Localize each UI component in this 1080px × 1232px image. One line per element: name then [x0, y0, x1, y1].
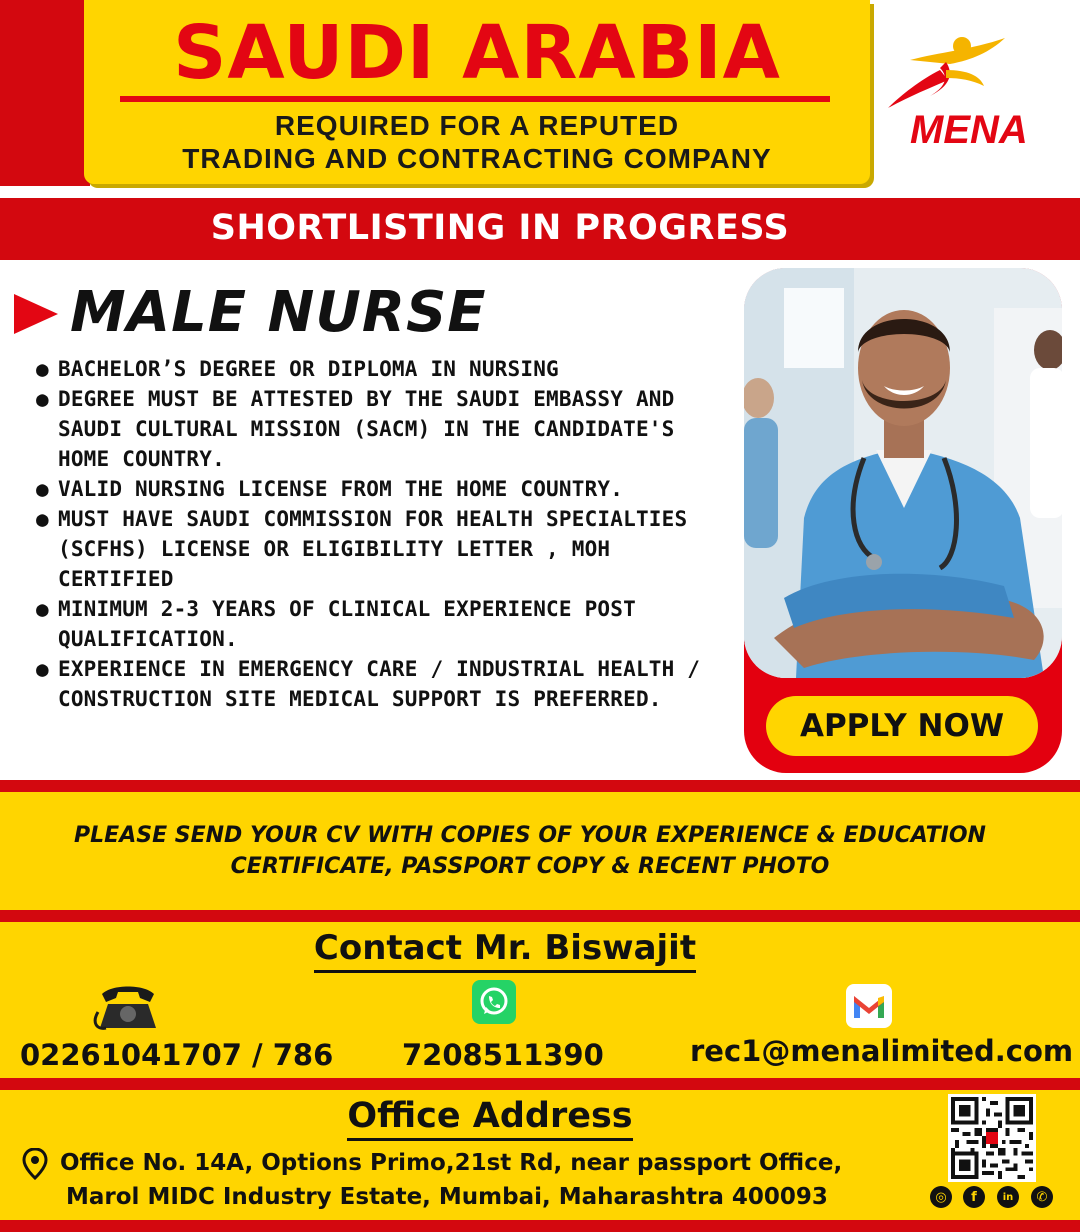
requirement-item — [36, 474, 736, 504]
requirement-line: VALID NURSING LICENSE FROM THE HOME COUNTRY. — [58, 477, 624, 501]
linkedin-icon[interactable]: in — [997, 1186, 1019, 1208]
cv-line-1: PLEASE SEND YOUR CV WITH COPIES OF YOUR EXPERIENCE & EDUCATION — [74, 823, 986, 848]
logo-text: MENA — [910, 108, 1028, 152]
bullet-icon: ● — [36, 387, 49, 411]
requirement-line: BACHELOR’S DEGREE OR DIPLOMA IN NURSING — [58, 357, 559, 381]
play-arrow-icon — [14, 294, 58, 334]
header-panel — [84, 0, 870, 184]
mena-logo — [880, 30, 1060, 160]
qr-code[interactable] — [948, 1094, 1036, 1182]
nurse-photo — [744, 268, 1062, 678]
phone-number[interactable]: 02261041707 / 786 — [20, 1038, 334, 1072]
cv-instruction-panel — [0, 792, 1080, 910]
qr-code-icon — [951, 1097, 1033, 1179]
nurse-illustration — [744, 268, 1062, 678]
cv-line-2: CERTIFICATE, PASSPORT COPY & RECENT PHOTO — [230, 854, 830, 879]
country-title: SAUDI ARABIA — [173, 10, 781, 96]
gmail-icon — [846, 984, 892, 1028]
cv-instruction-text — [0, 820, 1060, 882]
requirement-line: MUST HAVE SAUDI COMMISSION FOR HEALTH SPECIALTIES — [58, 507, 688, 531]
address-line-1: Office No. 14A, Options Primo,21st Rd, near passport Office, — [60, 1150, 843, 1176]
shortlisting-text: SHORTLISTING IN PROGRESS — [210, 208, 790, 248]
divider-band — [0, 1078, 1080, 1090]
requirement-item — [36, 384, 736, 474]
photo-card — [744, 268, 1062, 773]
requirement-line: QUALIFICATION. — [58, 627, 238, 651]
requirement-line: HOME COUNTRY. — [58, 447, 225, 471]
telephone-icon — [92, 982, 164, 1032]
contact-title — [0, 928, 1010, 968]
email-address[interactable]: rec1@menalimited.com — [690, 1034, 1074, 1068]
bullet-icon: ● — [36, 477, 49, 501]
bullet-icon: ● — [36, 657, 49, 681]
requirement-item — [36, 594, 736, 654]
office-panel — [0, 1090, 1080, 1220]
bullet-icon: ● — [36, 597, 49, 621]
requirement-line: DEGREE MUST BE ATTESTED BY THE SAUDI EMBASSY AND — [58, 387, 675, 411]
location-pin-icon — [22, 1148, 48, 1180]
divider-band — [0, 780, 1080, 792]
shortlisting-banner — [0, 198, 1080, 260]
requirements-list — [36, 354, 736, 714]
requirement-line: EXPERIENCE IN EMERGENCY CARE / INDUSTRIAL HEALTH / — [58, 657, 701, 681]
requirement-line: MINIMUM 2-3 YEARS OF CLINICAL EXPERIENCE POST — [58, 597, 636, 621]
whatsapp-icon — [472, 980, 516, 1024]
runner-logo-icon — [880, 30, 1060, 110]
requirement-item — [36, 654, 736, 714]
apply-now-button[interactable]: APPLY NOW — [766, 696, 1038, 756]
bullet-icon: ● — [36, 507, 49, 531]
job-title: MALE NURSE — [70, 280, 487, 345]
address-line-2: Marol MIDC Industry Estate, Mumbai, Maharashtra 400093 — [66, 1184, 828, 1210]
contact-title-text: Contact Mr. Biswajit — [314, 928, 696, 973]
subtitle-line-2: TRADING AND CONTRACTING COMPANY — [182, 143, 772, 174]
subtitle-line-1: REQUIRED FOR A REPUTED — [274, 110, 680, 141]
header-red-edge — [0, 0, 90, 186]
facebook-icon[interactable]: f — [963, 1186, 985, 1208]
instagram-icon[interactable]: ◎ — [930, 1186, 952, 1208]
requirement-line: (SCFHS) LICENSE OR ELIGIBILITY LETTER , MOH CERTIFIED — [58, 537, 611, 591]
requirement-item — [36, 354, 736, 384]
contact-panel — [0, 922, 1080, 1078]
requirement-item — [36, 504, 736, 594]
whatsapp-social-icon[interactable]: ✆ — [1031, 1186, 1053, 1208]
title-underline — [120, 96, 830, 102]
requirement-line: SAUDI CULTURAL MISSION (SACM) IN THE CANDIDATE'S — [58, 417, 675, 441]
bottom-red-band — [0, 1220, 1080, 1232]
requirement-line: CONSTRUCTION SITE MEDICAL SUPPORT IS PREFERRED. — [58, 687, 662, 711]
office-title — [0, 1096, 980, 1136]
divider-band — [0, 910, 1080, 922]
bullet-icon: ● — [36, 357, 49, 381]
whatsapp-number[interactable]: 7208511390 — [402, 1038, 604, 1072]
office-title-text: Office Address — [347, 1096, 632, 1141]
